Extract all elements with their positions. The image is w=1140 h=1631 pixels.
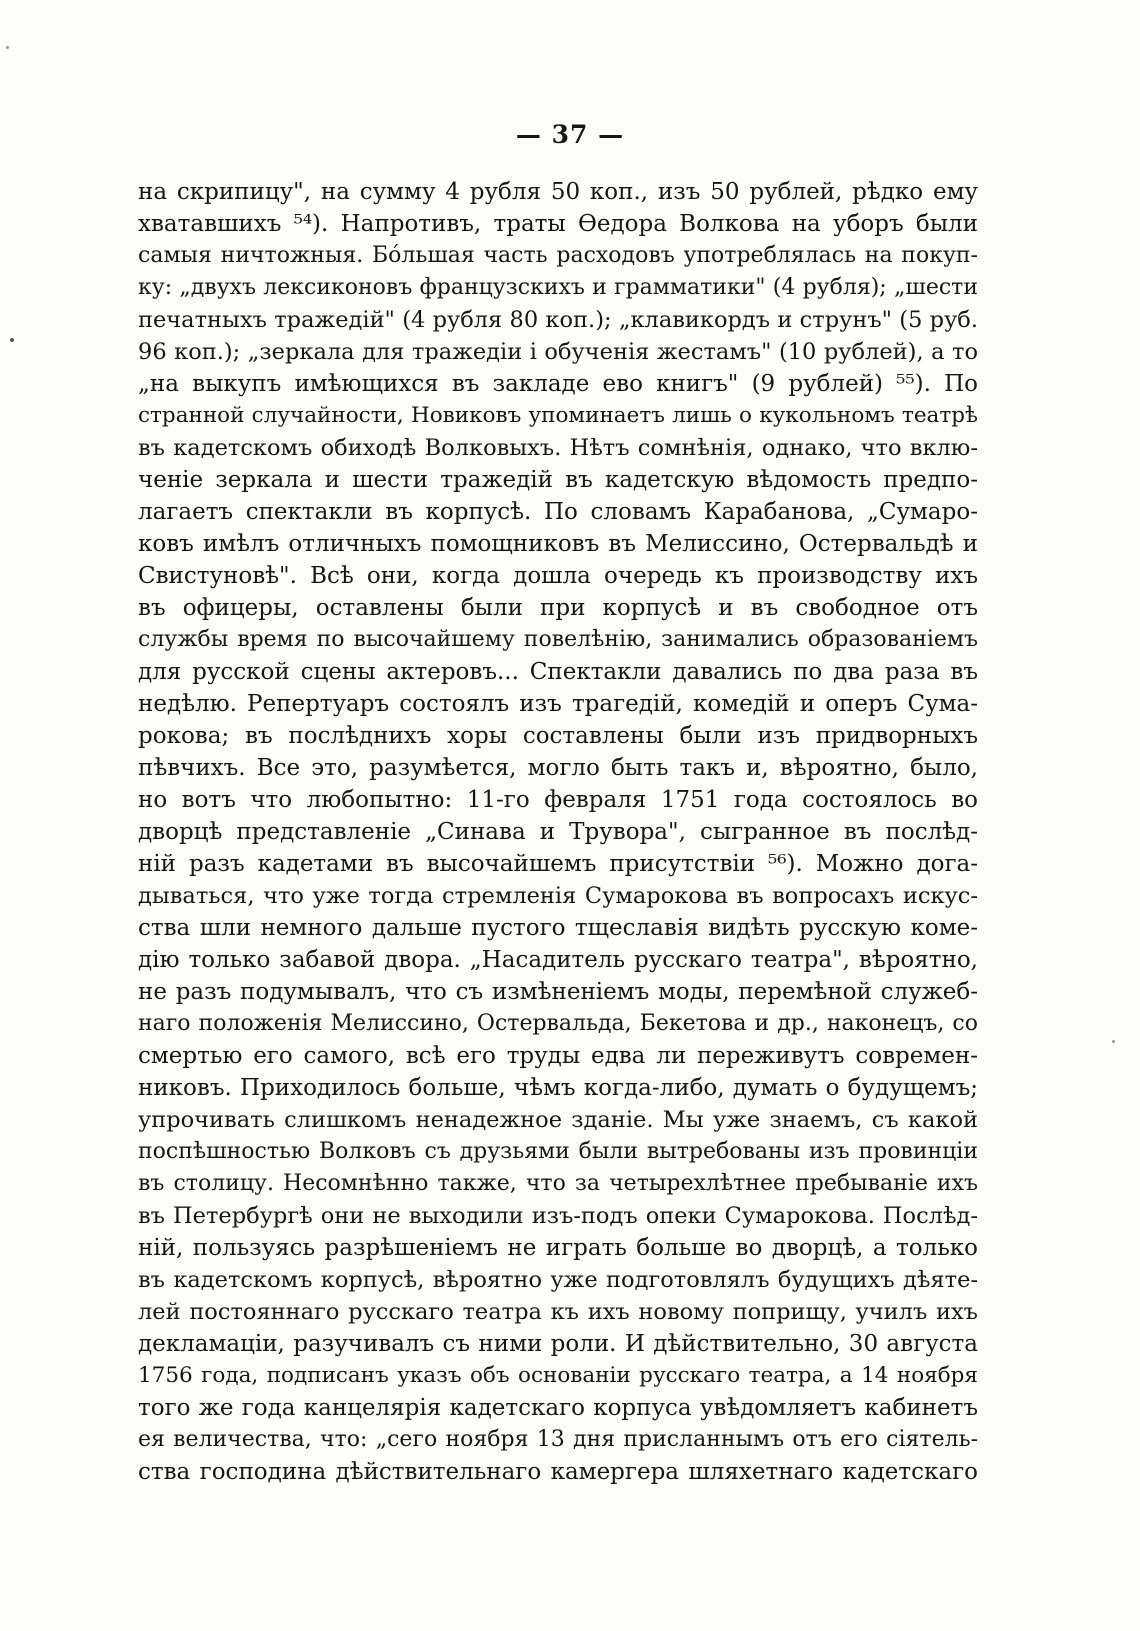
text-line: службы время по высочайшему повелѣнію, занимались образованіемъ [138,627,978,652]
text-line: въ Петербургѣ они не выходили изъ-подъ опеки Сумарокова. Послѣд- [138,1203,978,1229]
page-number: — 37 — [515,120,625,149]
scan-speck [10,338,14,342]
text-line: странной случайности, Новиковъ упоминаетъ лишь о кукольномъ театрѣ [138,403,978,428]
text-line: ея величества, что: „сего ноября 13 дня присланнымъ отъ его сіятель- [138,1427,978,1452]
text-line: печатныхъ тражедій" (4 рубля 80 коп.); „клавикордъ и струнъ" (5 руб. [138,307,978,333]
text-line: дворцѣ представленіе „Синава и Трувора", сыгранное въ послѣд- [138,819,978,845]
text-line: въ кадетскомъ корпусѣ, вѣроятно уже подготовлялъ будущихъ дѣяте- [138,1267,978,1293]
text-line: 1756 года, подписанъ указъ объ основаніи русскаго театра, а 14 ноября [138,1363,978,1388]
text-line: самыя ничтожныя. Бóльшая часть расходовъ употреблялась на покуп- [138,243,978,268]
text-line: не разъ подумывалъ, что съ измѣненіемъ моды, перемѣной служеб- [138,979,978,1005]
text-line: для русской сцены актеровъ... Спектакли давались по два раза въ [138,659,978,685]
text-line: дываться, что уже тогда стремленія Сумарокова въ вопросахъ искус- [138,883,978,909]
text-line: упрочивать слишкомъ ненадежное зданіе. Мы уже знаемъ, съ какой [138,1107,978,1133]
text-line: лагаетъ спектакли въ корпусѣ. По словамъ Карабанова, „Сумаро- [138,499,978,525]
text-line: „на выкупъ имѣющихся въ закладе ево книгъ" (9 рублей) ⁵⁵). По [138,371,978,397]
text-line: того же года канцелярія кадетскаго корпуса увѣдомляетъ кабинетъ [138,1395,978,1421]
text-line: никовъ. Приходилось больше, чѣмъ когда-либо, думать о будущемъ; [138,1075,978,1101]
text-line: въ офицеры, оставлены были при корпусѣ и въ свободное отъ [138,595,978,621]
text-line: ку: „двухъ лексиконовъ французскихъ и грамматики" (4 рубля); „шести [138,275,978,300]
text-line: въ кадетскомъ обиходѣ Волковыхъ. Нѣтъ сомнѣнія, однако, что вклю- [138,435,978,461]
text-line: лей постояннаго русскаго театра къ ихъ новому поприщу, училъ ихъ [138,1299,978,1325]
text-line: рокова; въ послѣднихъ хоры составлены были изъ придворныхъ [138,723,978,749]
text-line: наго положенія Мелиссино, Остервальда, Бекетова и др., наконецъ, со [138,1011,978,1036]
text-line: ній разъ кадетами въ высочайшемъ присутствіи ⁵⁶). Можно дога- [138,851,978,877]
text-line: хватавшихъ ⁵⁴). Напротивъ, траты Өедора Волкова на уборъ были [138,211,978,237]
text-line: поспѣшностью Волковъ съ друзьями были вытребованы изъ провинціи [138,1139,978,1164]
text-line: дію только забавой двора. „Насадитель русскаго театра", вѣроятно, [138,947,978,973]
text-line: въ столицу. Несомнѣнно также, что за четырехлѣтнее пребываніе ихъ [138,1171,978,1196]
text-line: недѣлю. Репертуаръ состоялъ изъ трагедій, комедій и оперъ Сума- [138,691,978,717]
text-line: ства господина дѣйствительнаго камергера шляхетнаго кадетскаго [138,1459,978,1485]
text-line: ства шли немного дальше пустого тщеславія видѣть русскую коме- [138,915,978,941]
text-line: пѣвчихъ. Все это, разумѣется, могло быть такъ и, вѣроятно, было, [138,755,978,781]
text-line: ковъ имѣлъ отличныхъ помощниковъ въ Мелиссино, Остервальдѣ и [138,531,978,557]
text-line: но вотъ что любопытно: 11-го февраля 1751 года состоялось во [138,787,978,813]
text-line: Свистуновѣ". Всѣ они, когда дошла очередь къ производству ихъ [138,563,978,589]
text-line: ній, пользуясь разрѣшеніемъ не играть больше во дворцѣ, а только [138,1235,978,1261]
scan-speck [6,46,9,49]
text-line: декламаціи, разучивалъ съ ними роли. И дѣйствительно, 30 августа [138,1331,978,1357]
text-line: на скрипицу", на сумму 4 рубля 50 коп., изъ 50 рублей, рѣдко ему [138,179,978,205]
body-text [138,176,978,1488]
text-line: 96 коп.); „зеркала для тражедіи і обученія жестамъ" (10 рублей), а то [138,339,978,365]
scan-speck [1112,1040,1115,1043]
text-line: смертью его самого, всѣ его труды едва ли переживутъ современ- [138,1043,978,1069]
text-line: ченіе зеркала и шести тражедій въ кадетскую вѣдомость предпо- [138,467,978,493]
